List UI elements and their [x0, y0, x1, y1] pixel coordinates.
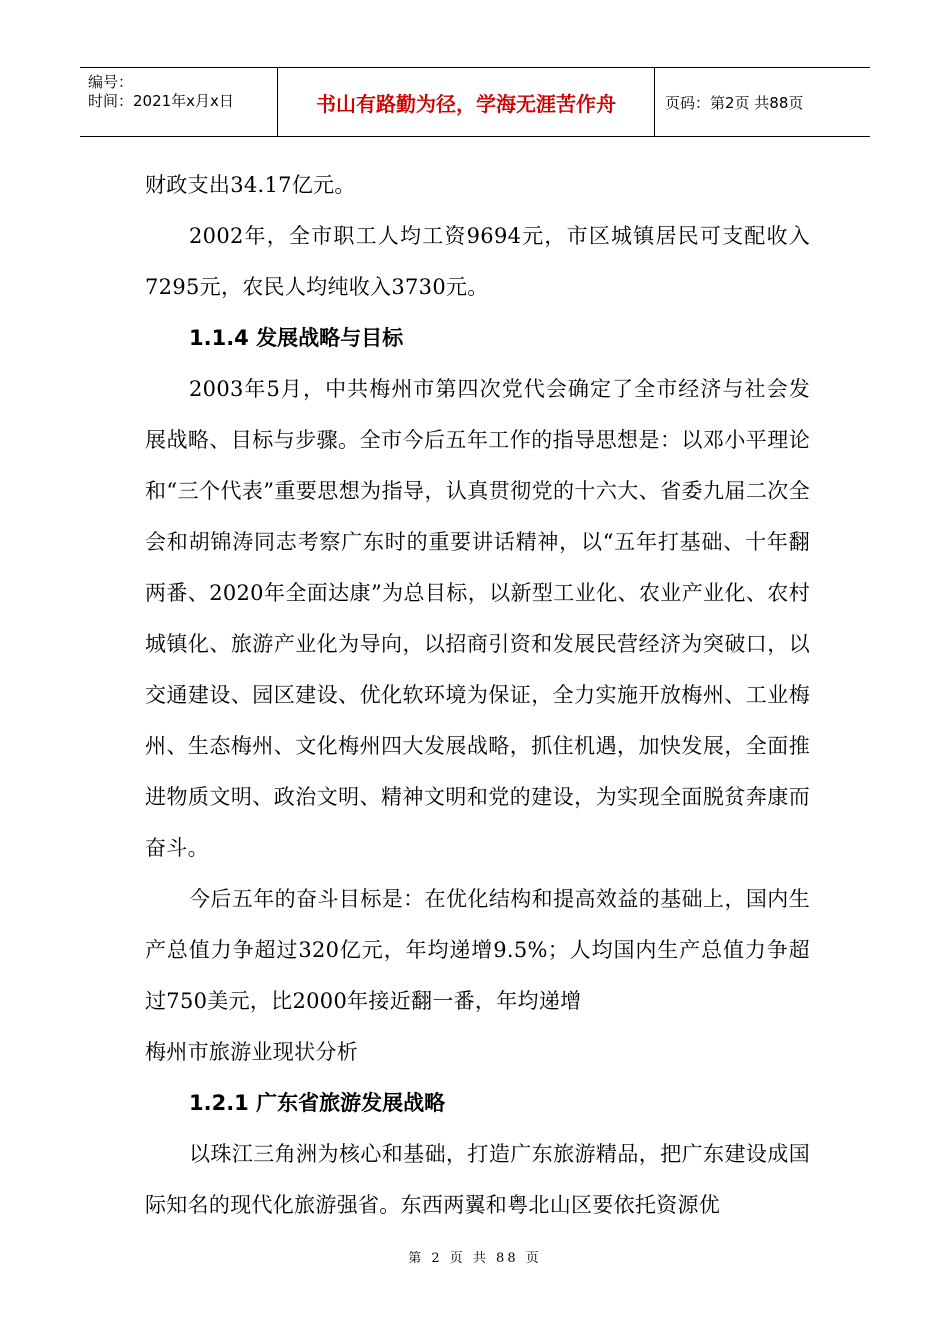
paragraph: 以珠江三角洲为核心和基础，打造广东旅游精品，把广东建设成国际知名的现代化旅游强省。东西两翼和粤北山区要依托资源优 [145, 1142, 810, 1217]
paragraph: 梅州市旅游业现状分析 [145, 1040, 358, 1064]
document-header [80, 67, 870, 137]
paragraph: 财政支出34.17亿元。 [145, 173, 356, 197]
number-label: 编号： [88, 73, 134, 91]
time-label: 时间：2021年x月x日 [88, 92, 234, 110]
section-heading: 1.2.1 广东省旅游发展战略 [189, 1091, 446, 1115]
paragraph: 今后五年的奋斗目标是：在优化结构和提高效益的基础上，国内生产总值力争超过320亿元，年均递增9.5%；人均国内生产总值力争超过750美元，比2000年接近翻一番，年均递增 [145, 887, 810, 1013]
header-page-info: 页码：第2页 共88页 [665, 93, 804, 112]
paragraph: 2003年5月，中共梅州市第四次党代会确定了全市经济与社会发展战略、目标与步骤。全市今后五年工作的指导思想是：以邓小平理论和“三个代表”重要思想为指导，认真贯彻党的十六大、省委九届二次全会和胡锦涛同志考察广东时的重要讲话精神，以“五年打基础、十年翻两番、2020年全面达康”为总目标，以新型工业化、农业产业化、农村城镇化、旅游产业化为导向，以招商引资和发展民营经济为突破口，以交通建设、园区建设、优化软环境为保证，全力实施开放梅州、工业梅州、生态梅州、文化梅州四大发展战略，抓住机遇，加快发展，全面推进物质文明、政治文明、精神文明和党的建设，为实现全面脱贫奔康而奋斗。 [145, 377, 810, 860]
document-body [145, 160, 810, 1231]
page-footer: 第 2 页 共 88 页 [408, 1251, 542, 1266]
paragraph: 2002年，全市职工人均工资9694元，市区城镇居民可支配收入7295元，农民人均纯收入3730元。 [145, 224, 810, 299]
section-heading: 1.1.4 发展战略与目标 [189, 326, 404, 350]
header-meta [80, 68, 278, 136]
header-motto: 书山有路勤为径，学海无涯苦作舟 [278, 68, 655, 136]
